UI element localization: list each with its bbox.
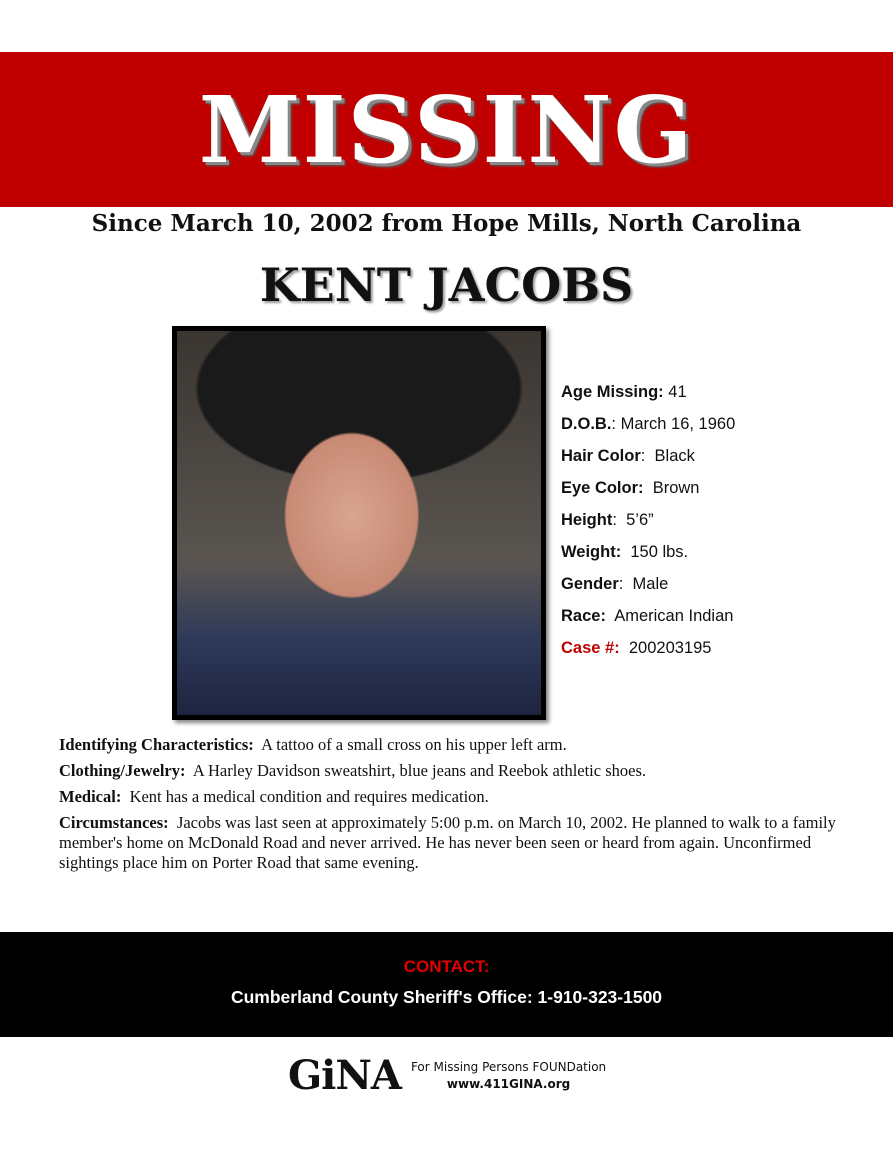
gina-logo [288,1052,606,1099]
detail-dob [561,412,735,444]
desc-value: A tattoo of a small cross on his upper left arm. [261,735,567,754]
detail-label: Age Missing: [561,383,664,401]
desc-label: Medical: [59,787,122,806]
details-list [561,380,735,668]
person-photo [172,326,546,720]
desc-value: Kent has a medical condition and requires medication. [129,787,489,806]
detail-label: Weight: [561,543,622,561]
detail-height [561,508,735,540]
missing-banner [0,52,893,207]
contact-label: CONTACT: [403,957,490,976]
detail-value: : Male [618,575,669,593]
detail-label: Eye Color: [561,479,644,497]
detail-label: D.O.B. [561,415,612,433]
detail-value: : 5’6” [612,511,654,529]
missing-title: MISSING [198,75,695,184]
detail-value: American Indian [605,607,734,625]
detail-race [561,604,735,636]
desc-label: Identifying Characteristics: [59,735,254,754]
detail-label: Gender [561,575,619,593]
detail-gender [561,572,735,604]
contact-info: Cumberland County Sheriff's Office: 1-910-323-1500 [230,987,663,1007]
circumstances [59,813,839,873]
detail-label: Race: [561,607,606,625]
detail-value: 150 lbs. [621,543,689,561]
desc-value: Jacobs was last seen at approximately 5:00 p.m. on March 10, 2002. He planned to walk to a family member's home on McDonald Road and never arrived. He has never been seen or heard from again. Unconfirmed sightings place him on Porter Road that same evening. [59,813,836,872]
detail-value: : Black [640,447,695,465]
missing-since: Since March 10, 2002 from Hope Mills, North Carolina [91,210,802,237]
gina-logo-text: GiNA [288,1052,401,1099]
detail-value: Brown [643,479,700,497]
detail-case [561,636,735,668]
description [59,735,839,879]
gina-tagline [411,1059,606,1093]
desc-label: Circumstances: [59,813,169,832]
detail-weight [561,540,735,572]
medical [59,787,839,807]
identifying-characteristics [59,735,839,755]
detail-label: Case #: [561,639,620,657]
detail-eye [561,476,735,508]
person-name: KENT JACOBS [259,258,634,312]
detail-hair [561,444,735,476]
website-link[interactable]: www.411GINA.org [446,1076,571,1091]
tagline-text: For Missing Persons FOUNDation [410,1059,607,1074]
desc-value: A Harley Davidson sweatshirt, blue jeans and Reebok athletic shoes. [192,761,647,780]
detail-label: Height [561,511,613,529]
contact-section [0,932,893,1037]
detail-value: 41 [663,383,687,401]
clothing-jewelry [59,761,839,781]
detail-age [561,380,735,412]
desc-label: Clothing/Jewelry: [59,761,186,780]
detail-label: Hair Color [561,447,641,465]
detail-value: : March 16, 1960 [611,415,736,433]
detail-value: 200203195 [619,639,712,657]
